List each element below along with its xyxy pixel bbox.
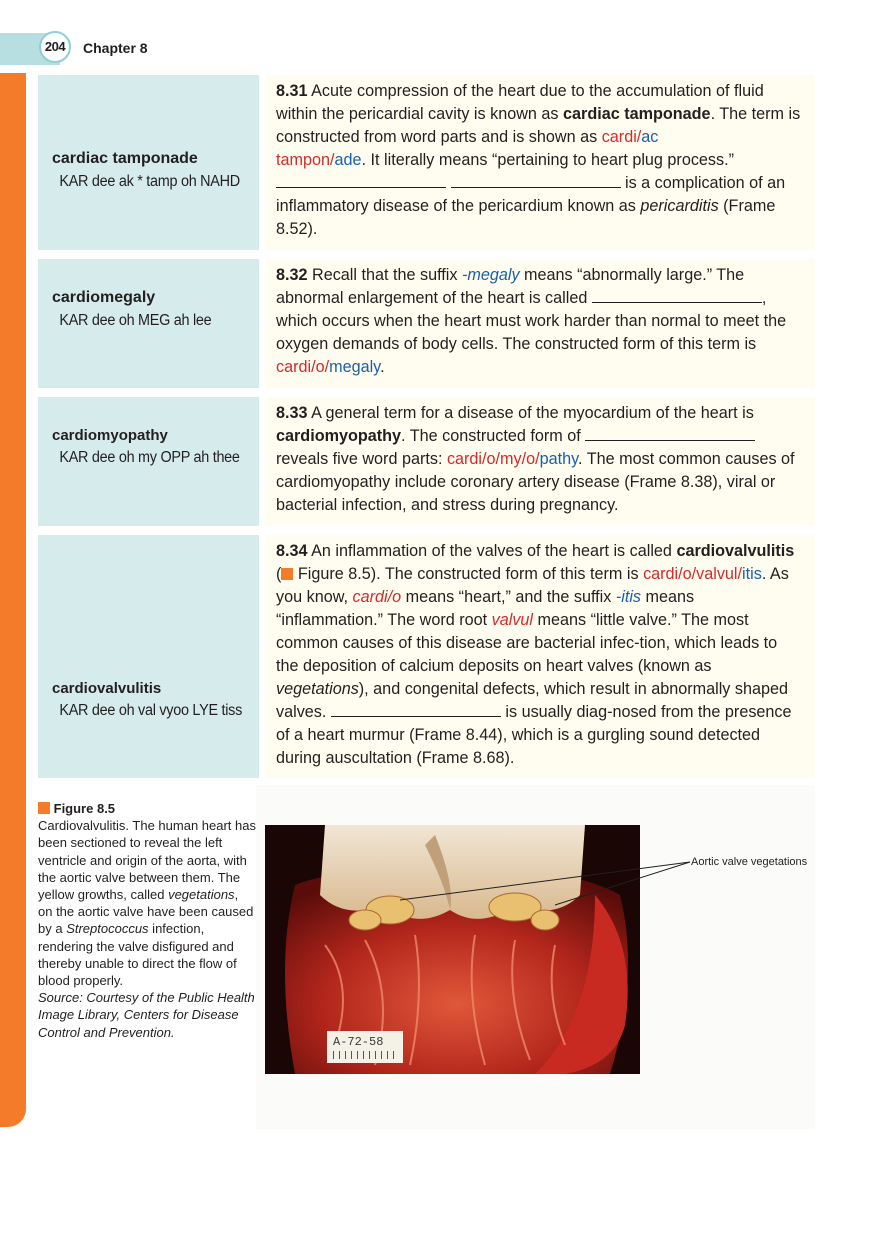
frame-text: Recall that the suffix xyxy=(307,266,462,284)
answer-blank[interactable] xyxy=(276,173,446,188)
frame-8-33 xyxy=(266,397,815,526)
caption-text: Cardiovalvulitis. The human heart has been sectioned to reveal the left ventricle and origin of the aorta, with the aortic valve between them. The yellow growths, called xyxy=(38,818,256,903)
frame-text: means “abnormally large.” The abnormal enlargement of the heart is called xyxy=(276,266,745,307)
frame-text: A general term for a disease of the myocardium of the heart is xyxy=(307,404,754,422)
italic-suffix: -itis xyxy=(615,588,642,606)
frame-text: . The term is constructed from word parts and is shown as xyxy=(276,105,801,146)
frame-8-31 xyxy=(266,75,815,250)
pronunciation: KAR dee ak * tamp oh NAHD xyxy=(59,173,240,190)
frame-text: , which occurs when the heart must work harder than normal to meet the oxygen demands of body cells. The constructed form of this term is xyxy=(276,289,787,353)
bold-term: cardiovalvulitis xyxy=(676,542,795,560)
caption-text: , on the aortic valve have been caused by a xyxy=(38,887,254,937)
word-part: cardi/o/ xyxy=(276,358,330,376)
frame-text: ). The constructed form of this term is xyxy=(370,565,644,583)
frame-number: 8.34 xyxy=(276,542,308,560)
term-box-cardiomegaly xyxy=(38,259,259,388)
word-part: ade xyxy=(334,151,362,169)
term-label: cardiac tamponade xyxy=(52,150,198,167)
italic-term: pericarditis xyxy=(640,197,719,215)
frame-8-32 xyxy=(266,259,815,388)
caption-italic: Streptococcus xyxy=(66,921,149,937)
pronunciation: KAR dee oh MEG ah lee xyxy=(59,312,212,329)
frame-number: 8.31 xyxy=(276,82,308,100)
term-label: cardiomegaly xyxy=(52,289,156,306)
word-part: pathy xyxy=(539,450,579,468)
figure-caption xyxy=(38,800,256,1041)
specimen-tag xyxy=(327,1031,403,1063)
frame-text: (Frame 8.52). xyxy=(276,197,776,238)
page-number: 204 xyxy=(39,31,71,63)
word-part: tampon/ xyxy=(276,151,335,169)
frame-text: . The most common causes of cardiomyopathy include coronary artery disease (Frame 8.38), viral or bacterial infection, and stress during pregnancy. xyxy=(276,450,795,514)
figure-title: Figure 8.5 xyxy=(53,801,116,816)
word-part: ac xyxy=(641,128,659,146)
term-label: cardiovalvulitis xyxy=(52,680,162,697)
pronunciation: KAR dee oh my OPP ah thee xyxy=(59,449,240,466)
frame-text: Acute compression of the heart due to the accumulation of fluid within the pericardial cavity is known as xyxy=(276,82,764,123)
specimen-tag-text: A-72-58 xyxy=(333,1035,384,1049)
word-part: itis xyxy=(742,565,762,583)
term-box-cardiomyopathy xyxy=(38,397,259,526)
frame-text: ( xyxy=(276,565,282,583)
word-part: cardi/ xyxy=(601,128,642,146)
answer-blank[interactable] xyxy=(592,288,762,303)
ruler-icon xyxy=(333,1051,397,1059)
italic-word-root: valvul xyxy=(491,611,534,629)
figure-marker-icon xyxy=(38,802,50,814)
italic-word-part: cardi/o xyxy=(352,588,402,606)
figure-marker-icon xyxy=(281,568,293,580)
word-part: cardi/o/my/o/ xyxy=(446,450,540,468)
figure-reference[interactable]: Figure 8.5 xyxy=(293,565,371,583)
frame-text: means “heart,” and the suffix xyxy=(401,588,616,606)
answer-blank[interactable] xyxy=(451,173,621,188)
frame-8-34 xyxy=(266,535,815,778)
frame-text: ), and congenital defects, which result in abnormally shaped valves. xyxy=(276,680,789,721)
frame-text: means “little valve.” The most common causes of this disease are bacterial infec-tion, which leads to the deposition of calcium deposits on heart valves (known as xyxy=(276,611,778,675)
italic-term: vegetations xyxy=(276,680,359,698)
term-box-cardiovalvulitis xyxy=(38,535,259,778)
frame-text: is usually diag-nosed from the presence of a heart murmur (Frame 8.44), which is a gurgling sound detected during auscultation (Frame 8.68). xyxy=(276,703,792,767)
answer-blank[interactable] xyxy=(331,702,501,717)
side-accent-bar xyxy=(0,73,26,1127)
suffix: -megaly xyxy=(461,266,520,284)
frame-text: An inflammation of the valves of the heart is called xyxy=(307,542,677,560)
frame-number: 8.33 xyxy=(276,404,308,422)
frame-text: reveals five word parts: xyxy=(276,450,447,468)
caption-text: infection, rendering the valve disfigured and thereby unable to direct the flow of blood properly. xyxy=(38,921,237,989)
frame-text: means “inflammation.” The word root xyxy=(276,588,695,629)
frame-text: . xyxy=(380,358,385,376)
bold-term: cardiac tamponade xyxy=(563,105,711,123)
term-label: cardiomyopathy xyxy=(52,427,168,444)
aortic-valve-label: Aortic valve vegetations xyxy=(691,856,808,868)
word-part: cardi/o/valvul/ xyxy=(643,565,743,583)
callout-lines xyxy=(380,850,692,910)
figure-source: Source: Courtesy of the Public Health Image Library, Centers for Disease Control and Prevention. xyxy=(38,990,255,1040)
frame-text: . The constructed form of xyxy=(401,427,586,445)
frame-text: . As you know, xyxy=(276,565,789,606)
frame-text: is a complication of an inflammatory disease of the pericardium known as xyxy=(276,174,786,215)
word-part: megaly xyxy=(329,358,381,376)
bold-term: cardiomyopathy xyxy=(276,427,402,445)
frame-text: . It literally means “pertaining to heart plug process.” xyxy=(361,151,735,169)
term-box-cardiac-tamponade xyxy=(38,75,259,250)
chapter-label: Chapter 8 xyxy=(83,40,148,56)
caption-italic: vegetations xyxy=(168,887,235,903)
frame-number: 8.32 xyxy=(276,266,308,284)
answer-blank[interactable] xyxy=(585,426,755,441)
pronunciation: KAR dee oh val vyoo LYE tiss xyxy=(59,702,243,719)
